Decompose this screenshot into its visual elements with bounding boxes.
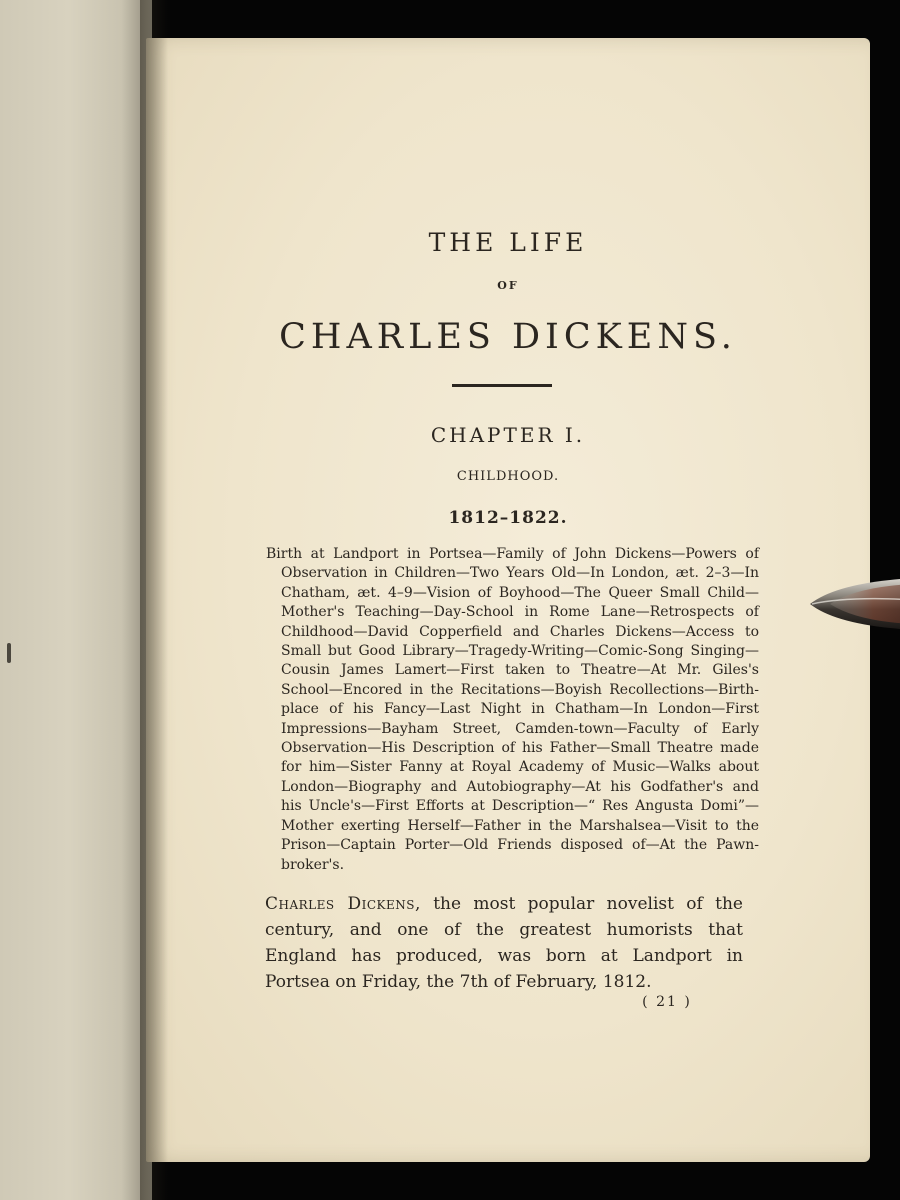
page-blemish xyxy=(7,643,11,663)
left-page-edge xyxy=(0,0,152,1200)
chapter-years: 1812–1822. xyxy=(448,508,568,528)
title-charles-dickens: CHARLES DICKENS. xyxy=(279,317,737,357)
page-number: ( 21 ) xyxy=(642,994,692,1010)
book-page xyxy=(146,38,870,1162)
page-content xyxy=(146,38,870,1162)
gutter-shadow xyxy=(140,0,168,1200)
chapter-title: CHILDHOOD. xyxy=(456,469,560,484)
body-lead-name: Charles Dickens, xyxy=(265,894,421,914)
body-paragraph xyxy=(265,891,743,995)
body-paragraph-text: the most popular novelist of the century, and one of the greatest humorists that England has produced, was born at Landport in Portsea on Friday, the 7th of February, 1812. xyxy=(265,894,743,992)
title-of: OF xyxy=(497,279,519,292)
chapter-heading: CHAPTER I. xyxy=(430,423,586,447)
title-the-life: THE LIFE xyxy=(428,228,588,257)
metal-pointer xyxy=(808,576,900,632)
title-rule xyxy=(452,384,552,387)
chapter-summary: Birth at Landport in Portsea—Family of John Dickens—Powers of Observation in Children—Two Years Old—In London, æt. 2–3—In Chatham, æt. 4–9—Vision of Boyhood—The Queer Small Child—Mother's Teaching—Day-School in Rome Lane—Retrospects of Childhood—David Copperfield and Charles Dickens—Access to Small but Good Library—Tragedy-Writing—Comic-Song Singing—Cousin James Lamert—First taken to Theatre—At Mr. Giles's School—Encored in the Recitations—Boyish Recollections—Birth-place of his Fancy—Last Night in Chatham—In London—First Impressions—Bayham Street, Camden-town—Faculty of Early Observation—His Description of his Father—Small Theatre made for him—Sister Fanny at Royal Academy of Music—Walks about London—Biography and Autobiography—At his Godfather's and his Uncle's—First Efforts at Description—“ Res Angusta Domi”—Mother exerting Herself—Father in the Marshalsea—Visit to the Prison—Captain Porter—Old Friends disposed of—At the Pawn-broker's. xyxy=(266,546,759,873)
